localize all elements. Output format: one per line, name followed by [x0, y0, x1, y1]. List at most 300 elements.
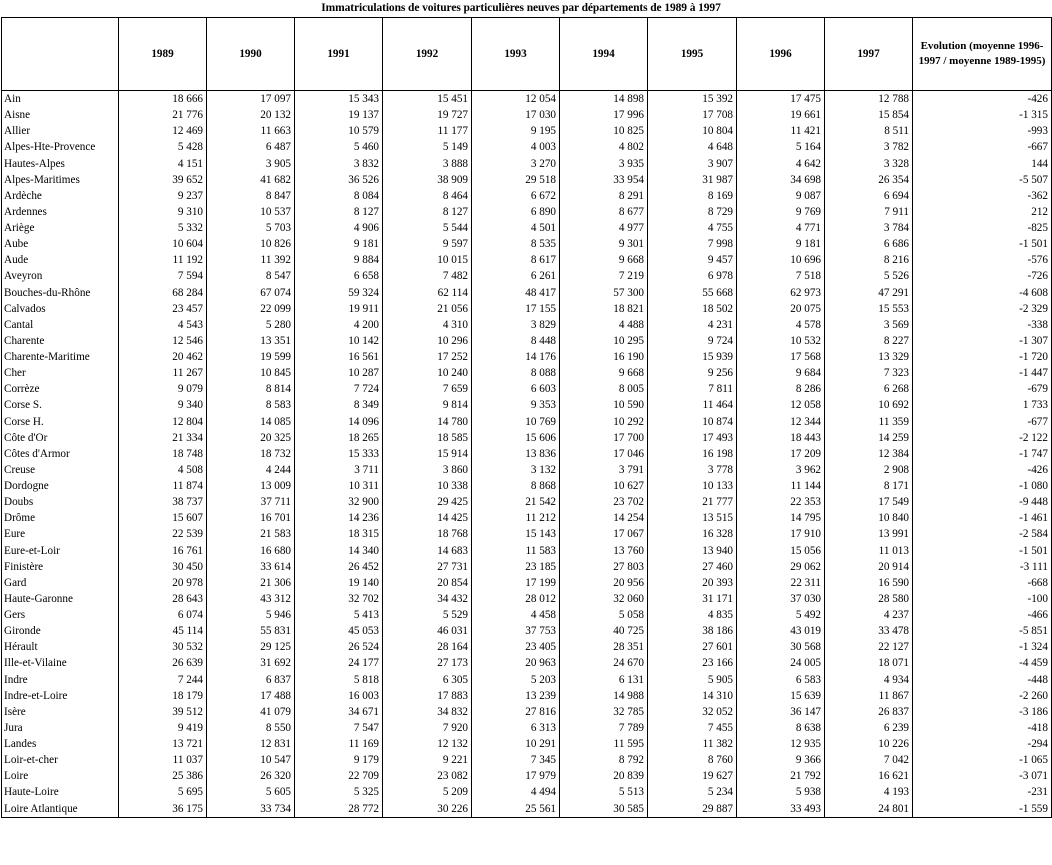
table-row [2, 655, 1052, 671]
year-value-cell: 12 546 [119, 333, 207, 349]
year-value-cell: 8 511 [825, 123, 913, 139]
year-value-cell: 6 583 [737, 672, 825, 688]
year-value-cell: 8 547 [207, 268, 295, 284]
department-cell: Gers [2, 607, 119, 623]
year-value-cell: 46 031 [383, 623, 472, 639]
year-value-cell: 7 920 [383, 720, 472, 736]
department-cell: Ariège [2, 220, 119, 236]
department-cell: Aveyron [2, 268, 119, 284]
year-value-cell: 4 003 [472, 139, 560, 155]
year-value-cell: 7 547 [295, 720, 383, 736]
year-value-cell: 3 270 [472, 156, 560, 172]
department-cell: Eure-et-Loir [2, 543, 119, 559]
year-value-cell: 41 682 [207, 172, 295, 188]
year-value-cell: 18 732 [207, 446, 295, 462]
year-value-cell: 10 537 [207, 204, 295, 220]
header-year: 1989 [119, 18, 207, 91]
year-value-cell: 9 221 [383, 752, 472, 768]
year-value-cell: 28 772 [295, 801, 383, 818]
year-value-cell: 5 234 [648, 784, 737, 800]
year-value-cell: 7 219 [560, 268, 648, 284]
year-value-cell: 13 239 [472, 688, 560, 704]
year-value-cell: 9 179 [295, 752, 383, 768]
year-value-cell: 11 192 [119, 252, 207, 268]
year-value-cell: 4 200 [295, 317, 383, 333]
table-row [2, 139, 1052, 155]
year-value-cell: 4 494 [472, 784, 560, 800]
year-value-cell: 17 996 [560, 107, 648, 123]
year-value-cell: 38 186 [648, 623, 737, 639]
table-row [2, 285, 1052, 301]
year-value-cell: 8 583 [207, 397, 295, 413]
year-value-cell: 20 462 [119, 349, 207, 365]
table-row [2, 801, 1052, 818]
year-value-cell: 11 583 [472, 543, 560, 559]
year-value-cell: 23 185 [472, 559, 560, 575]
year-value-cell: 4 543 [119, 317, 207, 333]
year-value-cell: 10 696 [737, 252, 825, 268]
evolution-cell: -5 851 [913, 623, 1052, 639]
year-value-cell: 22 311 [737, 575, 825, 591]
year-value-cell: 8 127 [383, 204, 472, 220]
year-value-cell: 5 332 [119, 220, 207, 236]
evolution-cell: -1 720 [913, 349, 1052, 365]
year-value-cell: 12 831 [207, 736, 295, 752]
year-value-cell: 7 244 [119, 672, 207, 688]
year-value-cell: 20 839 [560, 768, 648, 784]
year-value-cell: 3 791 [560, 462, 648, 478]
department-cell: Calvados [2, 301, 119, 317]
table-row [2, 672, 1052, 688]
department-cell: Gard [2, 575, 119, 591]
year-value-cell: 3 860 [383, 462, 472, 478]
year-value-cell: 5 460 [295, 139, 383, 155]
department-cell: Corse H. [2, 414, 119, 430]
header-department [2, 18, 119, 91]
department-cell: Drôme [2, 510, 119, 526]
year-value-cell: 12 058 [737, 397, 825, 413]
evolution-cell: -1 080 [913, 478, 1052, 494]
year-value-cell: 14 259 [825, 430, 913, 446]
year-value-cell: 18 315 [295, 526, 383, 542]
year-value-cell: 17 252 [383, 349, 472, 365]
year-value-cell: 13 836 [472, 446, 560, 462]
year-value-cell: 5 818 [295, 672, 383, 688]
evolution-cell: -1 307 [913, 333, 1052, 349]
year-value-cell: 17 568 [737, 349, 825, 365]
department-cell: Charente [2, 333, 119, 349]
year-value-cell: 18 768 [383, 526, 472, 542]
year-value-cell: 17 700 [560, 430, 648, 446]
year-value-cell: 28 012 [472, 591, 560, 607]
year-value-cell: 10 845 [207, 365, 295, 381]
table-row [2, 172, 1052, 188]
year-value-cell: 5 526 [825, 268, 913, 284]
year-value-cell: 21 583 [207, 526, 295, 542]
year-value-cell: 6 837 [207, 672, 295, 688]
department-cell: Eure [2, 526, 119, 542]
year-value-cell: 2 908 [825, 462, 913, 478]
year-value-cell: 18 585 [383, 430, 472, 446]
table-row [2, 236, 1052, 252]
year-value-cell: 4 934 [825, 672, 913, 688]
department-cell: Alpes-Hte-Provence [2, 139, 119, 155]
year-value-cell: 22 127 [825, 639, 913, 655]
year-value-cell: 13 329 [825, 349, 913, 365]
table-row [2, 607, 1052, 623]
year-value-cell: 10 604 [119, 236, 207, 252]
registrations-table [1, 17, 1052, 818]
year-value-cell: 10 311 [295, 478, 383, 494]
table-row [2, 414, 1052, 430]
table-row [2, 768, 1052, 784]
year-value-cell: 8 291 [560, 188, 648, 204]
evolution-cell: -2 260 [913, 688, 1052, 704]
department-cell: Landes [2, 736, 119, 752]
table-row [2, 365, 1052, 381]
year-value-cell: 9 301 [560, 236, 648, 252]
year-value-cell: 12 469 [119, 123, 207, 139]
year-value-cell: 9 181 [295, 236, 383, 252]
year-value-cell: 9 668 [560, 252, 648, 268]
year-value-cell: 10 874 [648, 414, 737, 430]
department-cell: Ardèche [2, 188, 119, 204]
year-value-cell: 19 137 [295, 107, 383, 123]
year-value-cell: 20 854 [383, 575, 472, 591]
year-value-cell: 14 795 [737, 510, 825, 526]
evolution-cell: -1 559 [913, 801, 1052, 818]
year-value-cell: 20 132 [207, 107, 295, 123]
year-value-cell: 15 056 [737, 543, 825, 559]
department-cell: Aisne [2, 107, 119, 123]
year-value-cell: 5 203 [472, 672, 560, 688]
year-value-cell: 7 811 [648, 381, 737, 397]
year-value-cell: 5 428 [119, 139, 207, 155]
year-value-cell: 17 475 [737, 91, 825, 108]
year-value-cell: 4 648 [648, 139, 737, 155]
department-cell: Isère [2, 704, 119, 720]
evolution-cell: -726 [913, 268, 1052, 284]
department-cell: Côtes d'Armor [2, 446, 119, 462]
year-value-cell: 6 890 [472, 204, 560, 220]
year-value-cell: 34 698 [737, 172, 825, 188]
year-value-cell: 24 005 [737, 655, 825, 671]
year-value-cell: 11 144 [737, 478, 825, 494]
year-value-cell: 3 784 [825, 220, 913, 236]
year-value-cell: 10 804 [648, 123, 737, 139]
year-value-cell: 17 488 [207, 688, 295, 704]
evolution-cell: -3 071 [913, 768, 1052, 784]
evolution-cell: -2 584 [913, 526, 1052, 542]
year-value-cell: 6 261 [472, 268, 560, 284]
year-value-cell: 10 296 [383, 333, 472, 349]
year-value-cell: 30 450 [119, 559, 207, 575]
year-value-cell: 5 938 [737, 784, 825, 800]
year-value-cell: 48 417 [472, 285, 560, 301]
table-row [2, 188, 1052, 204]
year-value-cell: 68 284 [119, 285, 207, 301]
year-value-cell: 9 310 [119, 204, 207, 220]
year-value-cell: 7 911 [825, 204, 913, 220]
year-value-cell: 8 792 [560, 752, 648, 768]
year-value-cell: 17 199 [472, 575, 560, 591]
year-value-cell: 6 131 [560, 672, 648, 688]
table-row [2, 349, 1052, 365]
year-value-cell: 10 627 [560, 478, 648, 494]
department-cell: Hérault [2, 639, 119, 655]
year-value-cell: 40 725 [560, 623, 648, 639]
year-value-cell: 22 353 [737, 494, 825, 510]
year-value-cell: 12 132 [383, 736, 472, 752]
year-value-cell: 10 840 [825, 510, 913, 526]
year-value-cell: 27 601 [648, 639, 737, 655]
year-value-cell: 8 227 [825, 333, 913, 349]
year-value-cell: 10 292 [560, 414, 648, 430]
year-value-cell: 7 518 [737, 268, 825, 284]
year-value-cell: 45 114 [119, 623, 207, 639]
year-value-cell: 3 888 [383, 156, 472, 172]
header-year: 1995 [648, 18, 737, 91]
evolution-cell: -100 [913, 591, 1052, 607]
year-value-cell: 18 748 [119, 446, 207, 462]
year-value-cell: 5 605 [207, 784, 295, 800]
year-value-cell: 31 987 [648, 172, 737, 188]
evolution-cell: -1 447 [913, 365, 1052, 381]
department-cell: Gironde [2, 623, 119, 639]
year-value-cell: 15 343 [295, 91, 383, 108]
department-cell: Hautes-Alpes [2, 156, 119, 172]
year-value-cell: 16 328 [648, 526, 737, 542]
year-value-cell: 4 906 [295, 220, 383, 236]
evolution-cell: -338 [913, 317, 1052, 333]
year-value-cell: 36 175 [119, 801, 207, 818]
year-value-cell: 17 549 [825, 494, 913, 510]
year-value-cell: 23 457 [119, 301, 207, 317]
year-value-cell: 13 721 [119, 736, 207, 752]
year-value-cell: 12 788 [825, 91, 913, 108]
year-value-cell: 9 237 [119, 188, 207, 204]
year-value-cell: 4 488 [560, 317, 648, 333]
evolution-cell: -426 [913, 91, 1052, 108]
year-value-cell: 27 731 [383, 559, 472, 575]
year-value-cell: 3 905 [207, 156, 295, 172]
table-row [2, 333, 1052, 349]
year-value-cell: 37 030 [737, 591, 825, 607]
header-evolution: Evolution (moyenne 1996-1997 / moyenne 1989-1995) [913, 18, 1052, 91]
year-value-cell: 7 345 [472, 752, 560, 768]
year-value-cell: 3 569 [825, 317, 913, 333]
year-value-cell: 4 755 [648, 220, 737, 236]
year-value-cell: 33 614 [207, 559, 295, 575]
year-value-cell: 22 709 [295, 768, 383, 784]
evolution-cell: -576 [913, 252, 1052, 268]
table-row [2, 462, 1052, 478]
evolution-cell: -362 [913, 188, 1052, 204]
year-value-cell: 11 013 [825, 543, 913, 559]
year-value-cell: 8 448 [472, 333, 560, 349]
year-value-cell: 55 831 [207, 623, 295, 639]
department-cell: Charente-Maritime [2, 349, 119, 365]
department-cell: Haute-Loire [2, 784, 119, 800]
department-cell: Indre [2, 672, 119, 688]
year-value-cell: 8 084 [295, 188, 383, 204]
year-value-cell: 21 776 [119, 107, 207, 123]
evolution-cell: -426 [913, 462, 1052, 478]
table-row [2, 204, 1052, 220]
year-value-cell: 5 513 [560, 784, 648, 800]
table-row [2, 268, 1052, 284]
year-value-cell: 6 268 [825, 381, 913, 397]
year-value-cell: 10 532 [737, 333, 825, 349]
year-value-cell: 6 305 [383, 672, 472, 688]
year-value-cell: 14 176 [472, 349, 560, 365]
year-value-cell: 16 680 [207, 543, 295, 559]
year-value-cell: 19 599 [207, 349, 295, 365]
table-row [2, 220, 1052, 236]
year-value-cell: 9 366 [737, 752, 825, 768]
year-value-cell: 4 151 [119, 156, 207, 172]
year-value-cell: 10 226 [825, 736, 913, 752]
year-value-cell: 9 457 [648, 252, 737, 268]
year-value-cell: 17 155 [472, 301, 560, 317]
year-value-cell: 8 127 [295, 204, 383, 220]
evolution-cell: -448 [913, 672, 1052, 688]
table-row [2, 397, 1052, 413]
year-value-cell: 8 677 [560, 204, 648, 220]
year-value-cell: 19 140 [295, 575, 383, 591]
department-cell: Ain [2, 91, 119, 108]
year-value-cell: 10 692 [825, 397, 913, 413]
year-value-cell: 9 769 [737, 204, 825, 220]
year-value-cell: 16 590 [825, 575, 913, 591]
year-value-cell: 4 578 [737, 317, 825, 333]
table-row [2, 688, 1052, 704]
year-value-cell: 20 978 [119, 575, 207, 591]
year-value-cell: 26 320 [207, 768, 295, 784]
year-value-cell: 15 854 [825, 107, 913, 123]
year-value-cell: 8 868 [472, 478, 560, 494]
year-value-cell: 5 529 [383, 607, 472, 623]
year-value-cell: 59 324 [295, 285, 383, 301]
year-value-cell: 5 695 [119, 784, 207, 800]
year-value-cell: 26 837 [825, 704, 913, 720]
year-value-cell: 12 344 [737, 414, 825, 430]
year-value-cell: 15 553 [825, 301, 913, 317]
year-value-cell: 5 492 [737, 607, 825, 623]
year-value-cell: 10 769 [472, 414, 560, 430]
year-value-cell: 8 005 [560, 381, 648, 397]
department-cell: Corrèze [2, 381, 119, 397]
year-value-cell: 22 099 [207, 301, 295, 317]
year-value-cell: 18 821 [560, 301, 648, 317]
table-row [2, 123, 1052, 139]
year-value-cell: 29 425 [383, 494, 472, 510]
table-row [2, 446, 1052, 462]
year-value-cell: 26 524 [295, 639, 383, 655]
year-value-cell: 15 392 [648, 91, 737, 108]
year-value-cell: 28 351 [560, 639, 648, 655]
year-value-cell: 15 606 [472, 430, 560, 446]
table-row [2, 252, 1052, 268]
department-cell: Loir-et-cher [2, 752, 119, 768]
year-value-cell: 13 940 [648, 543, 737, 559]
evolution-cell: -4 608 [913, 285, 1052, 301]
header-year: 1996 [737, 18, 825, 91]
year-value-cell: 7 482 [383, 268, 472, 284]
table-row [2, 559, 1052, 575]
year-value-cell: 9 256 [648, 365, 737, 381]
year-value-cell: 8 814 [207, 381, 295, 397]
department-cell: Ille-et-Vilaine [2, 655, 119, 671]
department-cell: Indre-et-Loire [2, 688, 119, 704]
department-cell: Allier [2, 123, 119, 139]
table-row [2, 526, 1052, 542]
year-value-cell: 4 244 [207, 462, 295, 478]
year-value-cell: 4 310 [383, 317, 472, 333]
year-value-cell: 6 658 [295, 268, 383, 284]
year-value-cell: 3 935 [560, 156, 648, 172]
year-value-cell: 3 132 [472, 462, 560, 478]
year-value-cell: 57 300 [560, 285, 648, 301]
year-value-cell: 8 349 [295, 397, 383, 413]
evolution-cell: -2 122 [913, 430, 1052, 446]
year-value-cell: 33 493 [737, 801, 825, 818]
year-value-cell: 20 325 [207, 430, 295, 446]
year-value-cell: 30 226 [383, 801, 472, 818]
year-value-cell: 6 694 [825, 188, 913, 204]
year-value-cell: 39 512 [119, 704, 207, 720]
year-value-cell: 4 835 [648, 607, 737, 623]
table-row [2, 430, 1052, 446]
year-value-cell: 17 493 [648, 430, 737, 446]
evolution-cell: -294 [913, 736, 1052, 752]
year-value-cell: 4 237 [825, 607, 913, 623]
year-value-cell: 19 727 [383, 107, 472, 123]
year-value-cell: 5 946 [207, 607, 295, 623]
year-value-cell: 13 760 [560, 543, 648, 559]
year-value-cell: 31 692 [207, 655, 295, 671]
year-value-cell: 5 058 [560, 607, 648, 623]
year-value-cell: 13 009 [207, 478, 295, 494]
evolution-cell: -466 [913, 607, 1052, 623]
year-value-cell: 27 803 [560, 559, 648, 575]
year-value-cell: 11 359 [825, 414, 913, 430]
table-row [2, 639, 1052, 655]
year-value-cell: 20 914 [825, 559, 913, 575]
evolution-cell: -1 315 [913, 107, 1052, 123]
year-value-cell: 18 443 [737, 430, 825, 446]
year-value-cell: 8 760 [648, 752, 737, 768]
year-value-cell: 11 663 [207, 123, 295, 139]
year-value-cell: 19 661 [737, 107, 825, 123]
year-value-cell: 15 333 [295, 446, 383, 462]
year-value-cell: 6 074 [119, 607, 207, 623]
year-value-cell: 10 547 [207, 752, 295, 768]
year-value-cell: 11 037 [119, 752, 207, 768]
year-value-cell: 67 074 [207, 285, 295, 301]
year-value-cell: 5 149 [383, 139, 472, 155]
year-value-cell: 11 874 [119, 478, 207, 494]
year-value-cell: 29 887 [648, 801, 737, 818]
year-value-cell: 14 310 [648, 688, 737, 704]
year-value-cell: 21 056 [383, 301, 472, 317]
year-value-cell: 12 804 [119, 414, 207, 430]
evolution-cell: -1 065 [913, 752, 1052, 768]
table-row [2, 301, 1052, 317]
year-value-cell: 8 171 [825, 478, 913, 494]
year-value-cell: 21 542 [472, 494, 560, 510]
year-value-cell: 23 166 [648, 655, 737, 671]
